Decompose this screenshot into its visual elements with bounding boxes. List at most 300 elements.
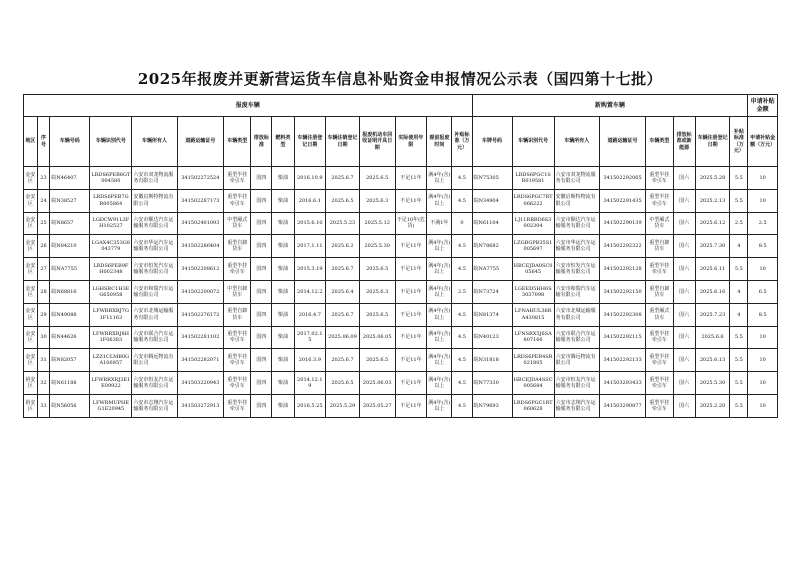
cell-district: 裕安区 — [24, 394, 38, 417]
cell-n-std: 5.5 — [730, 394, 748, 417]
cell-s-vin: LFWRMUPHEG1E20945 — [90, 394, 132, 417]
cell-n-plate: 皖N61104 — [472, 212, 512, 235]
cell-n-emis: 国六 — [673, 258, 695, 281]
cell-n-emis: 国六 — [673, 394, 695, 417]
cell-s-fuel: 柴油 — [272, 394, 294, 417]
cell-s-plate: 皖N82057 — [50, 349, 90, 372]
cell-s-early: 满4年(含)以上 — [427, 394, 452, 417]
cell-n-permit: 341502292133 — [599, 349, 645, 372]
cell-s-plate: 皖N61188 — [50, 372, 90, 395]
cell-s-owner: 六安市联合汽车运输服务有限公司 — [132, 326, 177, 349]
cell-n-permit: 341503290877 — [599, 394, 645, 417]
cell-n-plate: 皖N75305 — [472, 167, 512, 190]
cell-n-reg: 2025.2.20 — [695, 394, 730, 417]
cell-s-emis: 国四 — [251, 189, 272, 212]
cell-s-cert: 2025.06.03 — [359, 372, 395, 395]
cell-s-vin: LFWRRXRJ8H1F06383 — [90, 326, 132, 349]
cell-seq: 27 — [37, 258, 50, 281]
column-header: 车牌号码 — [472, 117, 512, 167]
cell-n-std: 4 — [730, 280, 748, 303]
column-header: 车辆所有人 — [132, 117, 177, 167]
cell-n-std: 4 — [730, 235, 748, 258]
cell-n-permit: 341502291435 — [599, 189, 645, 212]
cell-n-emis: 国六 — [673, 167, 695, 190]
cell-n-permit: 341502292322 — [599, 235, 645, 258]
cell-s-cancel: 2025.6.5 — [326, 189, 360, 212]
cell-amount: 10 — [748, 349, 778, 372]
cell-s-reg: 2016.3.9 — [294, 349, 326, 372]
cell-s-plate: 皖N46407 — [50, 167, 90, 190]
cell-n-reg: 2025.6.16 — [695, 280, 730, 303]
cell-s-cancel: 2025.06.09 — [326, 326, 360, 349]
cell-s-cert: 2025.6.5 — [359, 167, 395, 190]
cell-s-reg: 2015.6.10 — [294, 212, 326, 235]
cell-district: 金安区 — [24, 326, 38, 349]
column-header: 车辆号码 — [50, 117, 90, 167]
cell-seq: 28 — [37, 280, 50, 303]
cell-s-vin: LRDS6PEB8GT004580 — [90, 167, 132, 190]
cell-s-emis: 国四 — [251, 326, 272, 349]
cell-amount: 10 — [748, 326, 778, 349]
cell-s-cancel: 2025.6.7 — [326, 349, 360, 372]
cell-n-reg: 2025.2.13 — [695, 189, 730, 212]
cell-district: 金安区 — [24, 258, 38, 281]
cell-s-vin: LGAX4C353G8043779 — [90, 235, 132, 258]
cell-n-reg: 2025.6.13 — [695, 349, 730, 372]
cell-s-std: 2.5 — [452, 280, 472, 303]
cell-s-cancel: 2025.6.2 — [326, 235, 360, 258]
cell-s-vin: LFWRRXRJ3E1E09922 — [90, 372, 132, 395]
cell-n-plate: 皖N73724 — [472, 280, 512, 303]
cell-s-years: 不足11年 — [395, 280, 427, 303]
cell-s-emis: 国四 — [251, 394, 272, 417]
cell-amount: 10 — [748, 372, 778, 395]
column-header: 车辆注销登记日期 — [326, 117, 360, 167]
cell-n-vin: LRDS6PGC1RT060628 — [512, 394, 554, 417]
column-header: 车辆所有人 — [554, 117, 599, 167]
subsidy-table — [23, 94, 778, 418]
cell-n-permit: 341502292128 — [599, 258, 645, 281]
cell-n-type: 重型半挂牵引车 — [646, 189, 673, 212]
cell-seq: 29 — [37, 303, 50, 326]
table-row — [24, 394, 778, 417]
cell-s-type: 重型半挂牵引车 — [224, 258, 251, 281]
cell-s-years: 不足11年 — [395, 372, 427, 395]
cell-s-cancel: 2025.6.4 — [326, 280, 360, 303]
cell-s-emis: 国四 — [251, 349, 272, 372]
cell-s-type: 重型半挂牵引车 — [224, 326, 251, 349]
cell-s-fuel: 柴油 — [272, 189, 294, 212]
cell-s-owner: 六安市和瑞汽车运输有限公司 — [132, 280, 177, 303]
column-header: 车辆类型 — [224, 117, 251, 167]
cell-s-type: 重型半挂牵引车 — [224, 349, 251, 372]
cell-s-std: 4.5 — [452, 349, 472, 372]
cell-s-plate: 皖N38527 — [50, 189, 90, 212]
cell-s-reg: 2016.6.1 — [294, 189, 326, 212]
cell-s-std: 0 — [452, 212, 472, 235]
cell-n-plate: 皖N40123 — [472, 326, 512, 349]
cell-n-owner: 六安市顺达汽车运输服务有限公司 — [554, 212, 599, 235]
cell-s-reg: 2016.10.9 — [294, 167, 326, 190]
cell-n-permit: 341502292308 — [599, 303, 645, 326]
table-row — [24, 167, 778, 190]
cell-n-vin: LGEED5HH6S3037098 — [512, 280, 554, 303]
cell-s-plate: 皖N56056 — [50, 394, 90, 417]
cell-n-owner: 六安市联合汽车运输服务有限公司 — [554, 326, 599, 349]
cell-s-early: 满4年(含)以上 — [427, 280, 452, 303]
cell-s-owner: 六安市腾远物流有限公司 — [132, 349, 177, 372]
cell-s-early: 不满1年 — [427, 212, 452, 235]
cell-district: 金安区 — [24, 189, 38, 212]
cell-n-owner: 六安市恒发汽车运输服务有限公司 — [554, 258, 599, 281]
cell-n-owner: 六安市华运汽车运输服务有限公司 — [554, 235, 599, 258]
cell-seq: 25 — [37, 212, 50, 235]
cell-n-vin: LFNAHUL36RA430815 — [512, 303, 554, 326]
group-new: 新购置车辆 — [472, 95, 748, 117]
cell-s-cancel: 2025.5.29 — [326, 394, 360, 417]
cell-s-permit: 341502286404 — [177, 235, 223, 258]
cell-n-reg: 2025.6.11 — [695, 258, 730, 281]
cell-s-years: 不足11年 — [395, 167, 427, 190]
cell-n-vin: LFNSRX5J6SA807166 — [512, 326, 554, 349]
cell-s-years: 不足10年(危货) — [395, 212, 427, 235]
cell-s-plate: 皖N84210 — [50, 235, 90, 258]
cell-seq: 32 — [37, 372, 50, 395]
cell-s-owner: 六安市北城运输服务有限公司 — [132, 303, 177, 326]
cell-s-fuel: 柴油 — [272, 235, 294, 258]
cell-s-fuel: 柴油 — [272, 280, 294, 303]
cell-s-permit: 341502200072 — [177, 280, 223, 303]
cell-n-std: 5.5 — [730, 372, 748, 395]
cell-s-early: 满4年(含)以上 — [427, 235, 452, 258]
cell-n-owner: 安徽启斯特物流有限公司 — [554, 189, 599, 212]
cell-n-emis: 国六 — [673, 326, 695, 349]
cell-s-plate: 皖N44626 — [50, 326, 90, 349]
cell-s-cert: 2025.6.5 — [359, 349, 395, 372]
cell-n-plate: 皖N81374 — [472, 303, 512, 326]
cell-s-permit: 341503272913 — [177, 394, 223, 417]
cell-n-vin: LRDS6PGC1SR019581 — [512, 167, 554, 190]
cell-s-years: 不足11年 — [395, 189, 427, 212]
cell-n-permit: 341502292065 — [599, 167, 645, 190]
cell-s-fuel: 柴油 — [272, 167, 294, 190]
cell-n-permit: 341502292115 — [599, 326, 645, 349]
cell-n-plate: 皖NA7755 — [472, 258, 512, 281]
cell-s-emis: 国四 — [251, 235, 272, 258]
cell-s-std: 4.5 — [452, 372, 472, 395]
cell-seq: 31 — [37, 349, 50, 372]
cell-amount: 2.5 — [748, 212, 778, 235]
cell-s-years: 不足11年 — [395, 303, 427, 326]
cell-s-cert: 2025.6.5 — [359, 303, 395, 326]
column-header: 道路运输证号 — [599, 117, 645, 167]
cell-n-emis: 国六 — [673, 280, 695, 303]
cell-s-emis: 国四 — [251, 167, 272, 190]
header-row — [24, 117, 778, 167]
cell-s-fuel: 柴油 — [272, 372, 294, 395]
cell-n-reg: 2025.6.6 — [695, 326, 730, 349]
cell-s-owner: 六安市志翔汽车运输服务有限公司 — [132, 394, 177, 417]
page-title: 2025年报废并更新营运货车信息补贴资金申报情况公示表（国四第十七批） — [137, 70, 663, 88]
table-row — [24, 212, 778, 235]
cell-n-vin: LJ11RBBD6S3002304 — [512, 212, 554, 235]
cell-n-vin: LZGBGPB35S1005697 — [512, 235, 554, 258]
cell-n-type: 重型半挂牵引车 — [646, 349, 673, 372]
cell-n-plate: 皖N77330 — [472, 372, 512, 395]
cell-s-permit: 341502281102 — [177, 326, 223, 349]
cell-n-reg: 2025.5.30 — [695, 372, 730, 395]
table-row — [24, 189, 778, 212]
cell-s-vin: LGHSBC1H3EG650958 — [90, 280, 132, 303]
table-row — [24, 303, 778, 326]
cell-s-cert: 2025.05.27 — [359, 394, 395, 417]
cell-s-std: 4.5 — [452, 189, 472, 212]
cell-s-permit: 341503220943 — [177, 372, 223, 395]
cell-n-vin: LRDS6PGC7RT066222 — [512, 189, 554, 212]
cell-s-type: 重型自卸货车 — [224, 235, 251, 258]
cell-n-std: 5.5 — [730, 349, 748, 372]
cell-s-permit: 341502276172 — [177, 303, 223, 326]
cell-seq: 23 — [37, 167, 50, 190]
cell-n-std: 5.5 — [730, 189, 748, 212]
cell-n-reg: 2025.5.28 — [695, 167, 730, 190]
cell-s-cancel: 2025.6.7 — [326, 258, 360, 281]
cell-s-emis: 国四 — [251, 372, 272, 395]
table-body — [24, 167, 778, 418]
cell-s-type: 重型半挂牵引车 — [224, 189, 251, 212]
cell-seq: 24 — [37, 189, 50, 212]
cell-s-emis: 国四 — [251, 280, 272, 303]
cell-s-cert: 2025.5.12 — [359, 212, 395, 235]
cell-s-reg: 2017.02.15 — [294, 326, 326, 349]
column-header: 燃料类型 — [272, 117, 294, 167]
cell-n-type: 重型半挂牵引车 — [646, 394, 673, 417]
cell-district: 金安区 — [24, 349, 38, 372]
cell-s-fuel: 柴油 — [272, 326, 294, 349]
cell-s-plate: 皖NA7755 — [50, 258, 90, 281]
cell-amount: 8.5 — [748, 235, 778, 258]
cell-s-years: 不足11年 — [395, 394, 427, 417]
cell-s-years: 不足11年 — [395, 326, 427, 349]
cell-s-plate: 皖N49088 — [50, 303, 90, 326]
cell-n-emis: 国六 — [673, 235, 695, 258]
cell-n-type: 重型厢式货车 — [646, 303, 673, 326]
cell-s-reg: 2016.4.7 — [294, 303, 326, 326]
cell-s-early: 满4年(含)以上 — [427, 303, 452, 326]
cell-amount: 10 — [748, 189, 778, 212]
cell-s-years: 不足11年 — [395, 349, 427, 372]
table-row — [24, 280, 778, 303]
cell-s-permit: 341502401093 — [177, 212, 223, 235]
cell-s-cancel: 2025.6.7 — [326, 167, 360, 190]
cell-s-vin: LGDCW91L3FH102527 — [90, 212, 132, 235]
cell-n-type: 重型半挂牵引车 — [646, 372, 673, 395]
cell-s-fuel: 柴油 — [272, 303, 294, 326]
column-header: 车辆识别代号 — [90, 117, 132, 167]
column-header: 车辆识别代号 — [512, 117, 554, 167]
cell-n-owner: 六安市北城运输服务有限公司 — [554, 303, 599, 326]
cell-s-owner: 六安市双龙物流服务有限公司 — [132, 167, 177, 190]
cell-n-type: 重型半挂牵引车 — [646, 326, 673, 349]
cell-s-owner: 六安市顺达汽车运输服务有限公司 — [132, 212, 177, 235]
cell-s-early: 满4年(含)以上 — [427, 258, 452, 281]
cell-n-permit: 341502290139 — [599, 212, 645, 235]
cell-n-emis: 国六 — [673, 372, 695, 395]
cell-s-cert: 2025.6.5 — [359, 258, 395, 281]
cell-amount: 8.5 — [748, 303, 778, 326]
cell-amount: 10 — [748, 394, 778, 417]
column-header: 实际使用年限 — [395, 117, 427, 167]
column-header: 车辆注册登记日期 — [294, 117, 326, 167]
cell-s-reg: 2014.12.2 — [294, 280, 326, 303]
cell-s-owner: 六安市华运汽车运输服务有限公司 — [132, 235, 177, 258]
cell-district: 金安区 — [24, 235, 38, 258]
cell-s-early: 满4年(含)以上 — [427, 167, 452, 190]
group-subsidy: 申请补贴金额 — [748, 95, 778, 117]
cell-s-plate: 皖N68816 — [50, 280, 90, 303]
cell-n-type: 重型自卸货车 — [646, 235, 673, 258]
column-header: 提前报废时间 — [427, 117, 452, 167]
cell-s-reg: 2016.5.25 — [294, 394, 326, 417]
cell-n-owner: 六安市双龙物流服务有限公司 — [554, 167, 599, 190]
cell-district: 金安区 — [24, 167, 38, 190]
cell-s-cancel: 2025.6.5 — [326, 372, 360, 395]
cell-s-years: 不足11年 — [395, 258, 427, 281]
table-row — [24, 372, 778, 395]
cell-s-vin: LFWRRXRJ7G1F11163 — [90, 303, 132, 326]
cell-n-owner: 六安市恒友汽车运输服务有限公司 — [554, 372, 599, 395]
cell-n-std: 5.5 — [730, 258, 748, 281]
cell-s-cert: 2025.6.3 — [359, 189, 395, 212]
cell-n-type: 中型厢式货车 — [646, 212, 673, 235]
cell-amount: 6.5 — [748, 280, 778, 303]
cell-amount: 10 — [748, 258, 778, 281]
cell-s-std: 4.5 — [452, 303, 472, 326]
column-header: 车辆注册登记日期 — [695, 117, 730, 167]
column-header: 排放标准或新能源 — [673, 117, 695, 167]
cell-s-type: 重型半挂牵引车 — [224, 167, 251, 190]
cell-n-reg: 2025.7.23 — [695, 303, 730, 326]
cell-seq: 26 — [37, 235, 50, 258]
cell-s-emis: 国四 — [251, 303, 272, 326]
cell-n-plate: 皖N34904 — [472, 189, 512, 212]
cell-s-early: 满4年(含)以上 — [427, 349, 452, 372]
cell-n-vin: HBCEJDA0SC005645 — [512, 258, 554, 281]
cell-n-vin: LRDS6PEB4SR021805 — [512, 349, 554, 372]
cell-n-type: 重型自卸货车 — [646, 280, 673, 303]
group-scrap: 报废车辆 — [24, 95, 473, 117]
column-header: 车辆类型 — [646, 117, 673, 167]
cell-s-fuel: 柴油 — [272, 212, 294, 235]
cell-s-std: 4.5 — [452, 167, 472, 190]
cell-n-emis: 国六 — [673, 349, 695, 372]
cell-s-std: 4.5 — [452, 258, 472, 281]
cell-n-owner: 六安市和瑞汽车运输有限公司 — [554, 280, 599, 303]
cell-n-std: 2.5 — [730, 212, 748, 235]
cell-s-owner: 六安市恒友汽车运输服务有限公司 — [132, 372, 177, 395]
cell-s-type: 中型自卸货车 — [224, 280, 251, 303]
cell-s-type: 中型厢式货车 — [224, 212, 251, 235]
cell-s-early: 满4年(含)以上 — [427, 189, 452, 212]
table-row — [24, 235, 778, 258]
cell-s-permit: 341502208612 — [177, 258, 223, 281]
column-header: 序号 — [37, 117, 50, 167]
table-row — [24, 326, 778, 349]
cell-n-type: 重型半挂牵引车 — [646, 167, 673, 190]
cell-n-permit: 341502292150 — [599, 280, 645, 303]
cell-s-vin: LRDS6PEB7GR005864 — [90, 189, 132, 212]
cell-s-reg: 2015.3.19 — [294, 258, 326, 281]
cell-n-emis: 国六 — [673, 189, 695, 212]
cell-n-std: 4 — [730, 303, 748, 326]
table-row — [24, 349, 778, 372]
cell-s-cancel: 2025.5.23 — [326, 212, 360, 235]
cell-s-plate: 皖N8657 — [50, 212, 90, 235]
cell-s-reg: 2014.12.19 — [294, 372, 326, 395]
cell-s-fuel: 柴油 — [272, 349, 294, 372]
cell-n-vin: HBCEJDA4SSC005684 — [512, 372, 554, 395]
cell-s-early: 满4年(含)以上 — [427, 372, 452, 395]
cell-district: 金安区 — [24, 303, 38, 326]
cell-s-emis: 国四 — [251, 212, 272, 235]
cell-n-plate: 皖N78682 — [472, 235, 512, 258]
cell-n-owner: 六安市志翔汽车运输服务有限公司 — [554, 394, 599, 417]
column-header: 道路运输证号 — [177, 117, 223, 167]
cell-s-vin: LRDS6PEB9FH002348 — [90, 258, 132, 281]
cell-amount: 10 — [748, 167, 778, 190]
cell-n-permit: 341503293433 — [599, 372, 645, 395]
cell-district: 金安区 — [24, 212, 38, 235]
cell-s-owner: 六安市恒发汽车运输服务有限公司 — [132, 258, 177, 281]
cell-s-years: 不足11年 — [395, 235, 427, 258]
cell-district: 裕安区 — [24, 372, 38, 395]
cell-s-cancel: 2025.6.7 — [326, 303, 360, 326]
cell-s-emis: 国四 — [251, 258, 272, 281]
cell-s-reg: 2017.1.11 — [294, 235, 326, 258]
cell-n-emis: 国六 — [673, 212, 695, 235]
column-header: 地区 — [24, 117, 38, 167]
cell-district: 金安区 — [24, 280, 38, 303]
cell-seq: 33 — [37, 394, 50, 417]
cell-n-reg: 2025.6.12 — [695, 212, 730, 235]
cell-s-std: 4.5 — [452, 326, 472, 349]
cell-s-permit: 341502272524 — [177, 167, 223, 190]
cell-s-std: 4.5 — [452, 394, 472, 417]
cell-s-permit: 341502282071 — [177, 349, 223, 372]
column-header: 补贴标准（万元） — [452, 117, 472, 167]
cell-n-type: 重型半挂牵引车 — [646, 258, 673, 281]
column-header: 补贴标准（万元） — [730, 117, 748, 167]
cell-s-permit: 341502287173 — [177, 189, 223, 212]
cell-s-cert: 2025.5.30 — [359, 235, 395, 258]
cell-s-fuel: 柴油 — [272, 258, 294, 281]
cell-n-emis: 国六 — [673, 303, 695, 326]
cell-n-plate: 皖N79693 — [472, 394, 512, 417]
cell-s-type: 重型自卸货车 — [224, 303, 251, 326]
cell-n-std: 5.5 — [730, 326, 748, 349]
cell-s-cert: 2025.06.05 — [359, 326, 395, 349]
column-header: 排放标准 — [251, 117, 272, 167]
cell-n-owner: 六安市腾远物流有限公司 — [554, 349, 599, 372]
cell-s-type: 重型半挂牵引车 — [224, 372, 251, 395]
cell-s-type: 重型半挂牵引车 — [224, 394, 251, 417]
cell-n-plate: 皖N31818 — [472, 349, 512, 372]
cell-seq: 30 — [37, 326, 50, 349]
cell-n-std: 5.5 — [730, 167, 748, 190]
cell-s-vin: LZZ1CLMB0GA106957 — [90, 349, 132, 372]
table-row — [24, 258, 778, 281]
column-header: 报废机动车回收证明开具日期 — [359, 117, 395, 167]
